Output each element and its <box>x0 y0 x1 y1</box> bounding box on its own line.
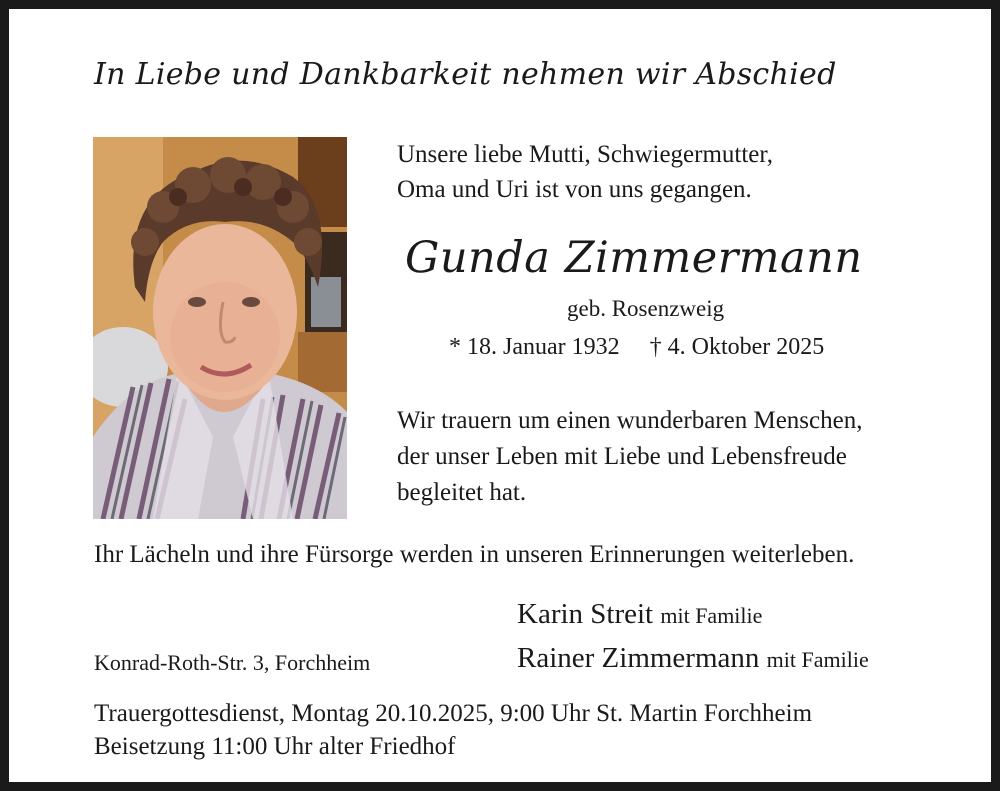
mourner-entry <box>517 642 869 675</box>
mourner-suffix: mit Familie <box>766 647 869 672</box>
headline: In Liebe und Dankbarkeit nehmen wir Abschied <box>94 57 837 92</box>
deceased-name: Gunda Zimmermann <box>405 233 863 283</box>
memory-line: Ihr Lächeln und ihre Fürsorge werden in unseren Erinnerungen weiterleben. <box>94 541 855 568</box>
tribute-line: Wir trauern um einen wunderbaren Menschen, <box>397 407 863 434</box>
mourner-name: Karin Streit <box>517 598 654 630</box>
mourner-suffix: mit Familie <box>660 603 763 628</box>
service-line: Trauergottesdienst, Montag 20.10.2025, 9:00 Uhr St. Martin Forchheim <box>94 700 813 727</box>
tribute-line: begleitet hat. <box>397 479 527 506</box>
service-info <box>94 697 812 763</box>
address: Konrad-Roth-Str. 3, Forchheim <box>94 650 371 675</box>
life-dates <box>449 334 824 361</box>
service-line: Beisetzung 11:00 Uhr alter Friedhof <box>94 733 456 760</box>
birth-date: * 18. Januar 1932 <box>449 334 620 360</box>
maiden-name: geb. Rosenzweig <box>567 296 725 321</box>
tribute-text <box>397 403 862 511</box>
intro-line: Unsere liebe Mutti, Schwiegermutter, <box>397 141 773 168</box>
intro-text <box>397 137 773 207</box>
mourner-name: Rainer Zimmermann <box>517 642 760 674</box>
death-date: † 4. Oktober 2025 <box>649 334 825 360</box>
intro-line: Oma und Uri ist von uns gegangen. <box>397 176 752 203</box>
tribute-line: der unser Leben mit Liebe und Lebensfreude <box>397 443 847 470</box>
portrait-photo <box>93 137 347 519</box>
mourner-entry <box>517 598 762 631</box>
